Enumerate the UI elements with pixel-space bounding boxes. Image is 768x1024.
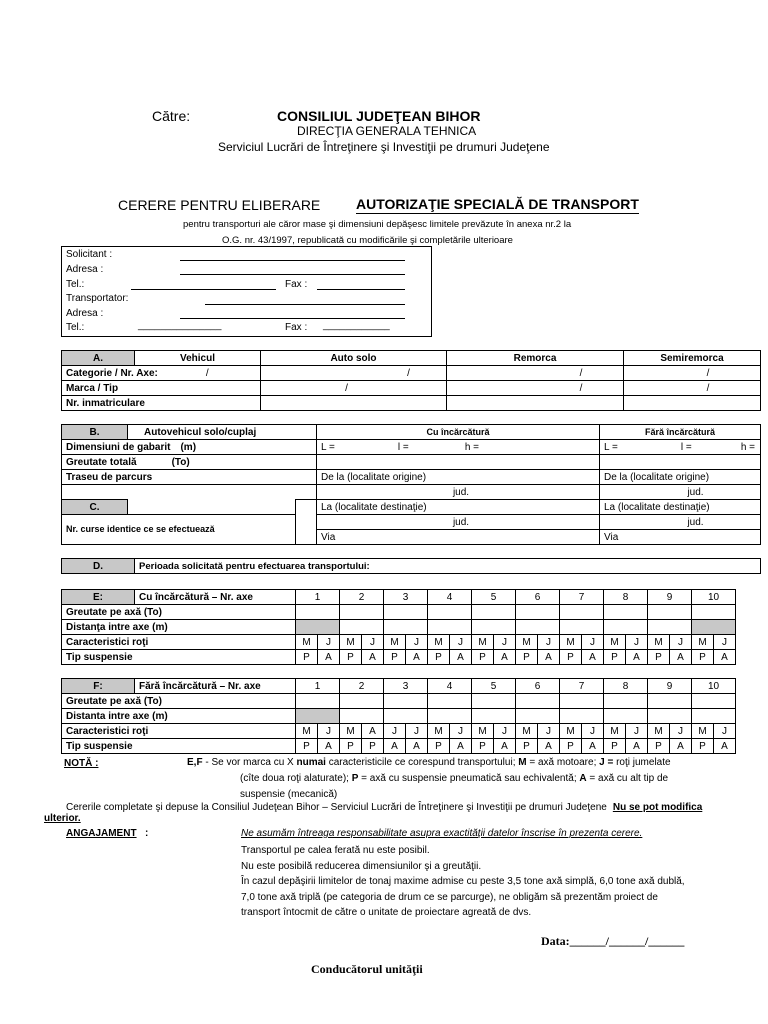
conducator-label: Conducătorul unităţii — [311, 962, 423, 976]
distanta-axe-cell[interactable] — [692, 709, 736, 724]
perioada-field[interactable]: Perioada solicitată pentru efectuarea transportului: — [135, 559, 761, 574]
nr-inmatriculare-remorca[interactable] — [447, 396, 624, 411]
transportator-tel-field[interactable]: _______________ — [138, 320, 222, 331]
nota-numai: numai — [296, 757, 326, 768]
section-e-title: Cu încărcătură – Nr. axe — [135, 590, 296, 605]
angajament-line-1: Ne asumăm întreaga responsabilitate asupra exactităţii datelor înscrise în prezenta cerere. — [241, 828, 643, 839]
angajament-line-6: transport întocmit de către o unitate de proiectare agreată de dvs. — [241, 907, 532, 918]
la-cu[interactable]: La (localitate destinaţie) — [317, 500, 600, 515]
roti-option-cell[interactable]: J — [384, 724, 406, 739]
angajament-colon: : — [145, 828, 149, 839]
roti-option-cell[interactable]: J — [538, 635, 560, 650]
section-b-letter: B. — [62, 425, 128, 440]
categorie-label: Categorie / Nr. Axe: — [66, 367, 158, 379]
distanta-axe-cell-disabled — [692, 620, 736, 635]
categorie-auto[interactable] — [261, 366, 447, 381]
suspensie-option-cell[interactable]: A — [714, 739, 736, 754]
distanta-axe-cell[interactable] — [384, 709, 428, 724]
axle-number: 3 — [384, 590, 428, 605]
solicitant-field[interactable] — [180, 260, 405, 261]
cereri-text-body: Cererile completate şi depuse la Consiliul Judeţean Bihor – Serviciul Lucrări de Întreţinere şi Investiţii pe drumuri Judeţene — [66, 802, 607, 813]
greutate-unit: (To) — [171, 456, 190, 468]
greutate-axa-cell[interactable] — [648, 694, 692, 709]
nota-text: (cîte doua roţi alaturate); — [240, 773, 352, 784]
distanta-axe-label: Distanţa intre axe (m) — [62, 620, 296, 635]
nota-text: - Se vor marca cu X — [202, 757, 297, 768]
suspensie-option-cell[interactable]: A — [494, 650, 516, 665]
slash: / — [407, 367, 410, 379]
caracteristici-roti-label: Caracteristici roţi — [62, 724, 296, 739]
suspensie-option-cell[interactable]: A — [670, 739, 692, 754]
suspensie-option-cell[interactable]: P — [604, 739, 626, 754]
greutate-axa-cell[interactable] — [472, 605, 516, 620]
nota-A: A — [579, 773, 587, 784]
title-subtitle-1: pentru transporturi ale căror mase şi dimensiuni depăşesc limitele prevăzute în anexa nr.2 la — [183, 219, 572, 230]
distanta-axe-cell[interactable] — [604, 709, 648, 724]
adresa-field[interactable] — [180, 274, 405, 275]
section-d-table — [61, 558, 761, 574]
nota-text: = axă motoare; — [526, 757, 600, 768]
categorie-semiremorca[interactable] — [624, 366, 761, 381]
title-subtitle-2: O.G. nr. 43/1997, republicată cu modificările şi completările ulterioare — [222, 235, 513, 246]
suspensie-option-cell[interactable]: A — [406, 739, 428, 754]
roti-option-cell[interactable]: M — [472, 724, 494, 739]
cereri-text — [66, 802, 702, 813]
transportator-adresa-field[interactable] — [180, 318, 405, 319]
suspensie-option-cell[interactable]: A — [362, 650, 384, 665]
greutate-label: Greutate totală — [66, 456, 137, 468]
greutate-axa-cell[interactable] — [560, 605, 604, 620]
distanta-axe-cell[interactable] — [604, 620, 648, 635]
axle-number: 8 — [604, 590, 648, 605]
marca-semiremorca[interactable] — [624, 381, 761, 396]
nota-text: caracteristicile ce corespund transportului; — [325, 757, 519, 768]
header-auto-solo: Auto solo — [261, 351, 447, 366]
roti-option-cell[interactable]: M — [560, 635, 582, 650]
via-cu[interactable]: Via — [317, 530, 600, 545]
suspensie-option-cell[interactable]: A — [714, 650, 736, 665]
axle-number: 1 — [296, 679, 340, 694]
suspensie-option-cell[interactable]: P — [362, 739, 384, 754]
suspensie-option-cell[interactable]: A — [538, 650, 560, 665]
curse-field[interactable] — [296, 500, 317, 545]
organization-name: CONSILIUL JUDEŢEAN BIHOR — [277, 108, 481, 124]
header-remorca: Remorca — [447, 351, 624, 366]
roti-option-cell[interactable]: M — [428, 724, 450, 739]
roti-option-cell[interactable]: M — [692, 724, 714, 739]
transportator-adresa-label: Adresa : — [66, 308, 104, 319]
h-label: h = — [464, 441, 479, 453]
slash: / — [579, 382, 583, 394]
roti-option-cell[interactable]: M — [648, 635, 670, 650]
fax-field[interactable] — [317, 289, 405, 290]
nr-inmatriculare-semiremorca[interactable] — [624, 396, 761, 411]
angajament-line-2: Transportul pe calea ferată nu este posibil. — [241, 845, 430, 856]
via-fara[interactable]: Via — [600, 530, 761, 545]
greutate-axa-cell[interactable] — [648, 605, 692, 620]
suspensie-option-cell[interactable]: A — [538, 739, 560, 754]
dimensiuni-unit: (m) — [180, 441, 197, 453]
axle-number: 9 — [648, 590, 692, 605]
roti-option-cell[interactable]: J — [406, 724, 428, 739]
roti-option-cell[interactable]: J — [626, 635, 648, 650]
suspensie-option-cell[interactable]: A — [406, 650, 428, 665]
roti-option-cell[interactable]: J — [406, 635, 428, 650]
L-label: L = — [321, 441, 335, 453]
suspensie-option-cell[interactable]: A — [318, 650, 340, 665]
greutate-axa-cell[interactable] — [296, 694, 340, 709]
suspensie-option-cell[interactable]: A — [626, 739, 648, 754]
nota-text: roţi jumelate — [613, 757, 671, 768]
suspensie-option-cell[interactable]: A — [626, 650, 648, 665]
suspensie-option-cell[interactable]: P — [340, 739, 362, 754]
suspensie-option-cell[interactable]: P — [516, 650, 538, 665]
roti-option-cell[interactable]: J — [318, 724, 340, 739]
nr-inmatriculare-auto[interactable] — [261, 396, 447, 411]
dimensiuni-cu[interactable] — [317, 440, 600, 455]
roti-option-cell[interactable]: M — [560, 724, 582, 739]
greutate-axa-cell[interactable] — [296, 605, 340, 620]
spacer — [128, 500, 296, 515]
roti-option-cell[interactable]: M — [428, 635, 450, 650]
distanta-axe-cell[interactable] — [428, 709, 472, 724]
ulterior-text: ulterior. — [44, 813, 81, 824]
nota-label: NOTĂ : — [64, 758, 99, 769]
transportator-tel-label: Tel.: — [66, 322, 85, 333]
suspensie-option-cell[interactable]: P — [692, 650, 714, 665]
roti-option-cell[interactable]: M — [692, 635, 714, 650]
section-e-table — [61, 589, 736, 665]
greutate-axa-cell[interactable] — [604, 694, 648, 709]
title-left: CERERE PENTRU ELIBERARE — [118, 197, 321, 213]
categorie-remorca[interactable] — [447, 366, 624, 381]
axle-number: 7 — [560, 679, 604, 694]
section-e-letter: E: — [62, 590, 135, 605]
slash: / — [579, 367, 583, 379]
suspensie-option-cell[interactable]: A — [450, 739, 472, 754]
L-label: L = — [604, 441, 618, 453]
suspensie-option-cell[interactable]: A — [384, 739, 406, 754]
categorie-slash: / — [205, 367, 209, 379]
section-a-table — [61, 350, 761, 411]
distanta-axe-label: Distanta intre axe (m) — [62, 709, 296, 724]
roti-option-cell[interactable]: J — [582, 635, 604, 650]
l-label: l = — [680, 441, 692, 453]
distanta-axe-cell[interactable] — [428, 620, 472, 635]
slash: / — [706, 382, 710, 394]
greutate-axa-label: Greutate pe axă (To) — [62, 605, 296, 620]
nr-curse-label: Nr. curse identice ce se efectuează — [62, 515, 296, 545]
roti-option-cell[interactable]: J — [670, 635, 692, 650]
transportator-fax-label: Fax : — [285, 322, 308, 333]
suspensie-option-cell[interactable]: P — [472, 650, 494, 665]
distanta-axe-cell[interactable] — [472, 620, 516, 635]
suspensie-option-cell[interactable]: P — [296, 739, 318, 754]
jud-destinatie-fara[interactable]: jud. — [600, 515, 761, 530]
roti-option-cell[interactable]: J — [714, 724, 736, 739]
cereri-bold: Nu se pot modifica — [612, 802, 703, 813]
roti-option-cell[interactable]: M — [472, 635, 494, 650]
header-autovehicul: Autovehicul solo/cuplaj — [128, 425, 317, 440]
roti-option-cell[interactable]: J — [318, 635, 340, 650]
roti-option-cell[interactable]: J — [626, 724, 648, 739]
greutate-axa-cell[interactable] — [516, 605, 560, 620]
greutate-axa-cell[interactable] — [340, 694, 384, 709]
suspensie-option-cell[interactable]: A — [494, 739, 516, 754]
greutate-axa-label: Greutate pe axă (To) — [62, 694, 296, 709]
roti-option-cell[interactable]: J — [538, 724, 560, 739]
directorate-name: DIRECŢIA GENERALA TEHNICA — [297, 124, 477, 138]
jud-origine-fara[interactable]: jud. — [600, 485, 761, 500]
roti-option-cell[interactable]: J — [362, 635, 384, 650]
axle-number: 10 — [692, 679, 736, 694]
distanta-axe-cell[interactable] — [384, 620, 428, 635]
roti-option-cell[interactable]: A — [362, 724, 384, 739]
section-a-letter: A. — [62, 351, 135, 366]
suspensie-option-cell[interactable]: A — [450, 650, 472, 665]
roti-option-cell[interactable]: M — [604, 724, 626, 739]
axle-number: 2 — [340, 679, 384, 694]
greutate-axa-cell[interactable] — [428, 605, 472, 620]
distanta-axe-cell[interactable] — [648, 709, 692, 724]
distanta-axe-cell-disabled — [296, 709, 340, 724]
nota-ef: E,F — [187, 757, 203, 768]
greutate-axa-cell[interactable] — [340, 605, 384, 620]
roti-option-cell[interactable]: M — [340, 635, 362, 650]
roti-option-cell[interactable]: M — [296, 724, 318, 739]
suspensie-option-cell[interactable]: A — [318, 739, 340, 754]
suspensie-option-cell[interactable]: P — [560, 739, 582, 754]
section-f-title: Fără încărcătură – Nr. axe — [135, 679, 296, 694]
nota-J: J = — [599, 757, 614, 768]
nota-text: = axă cu alt tip de — [586, 773, 669, 784]
greutate-cu[interactable] — [317, 455, 600, 470]
greutate-axa-cell[interactable] — [692, 694, 736, 709]
title-main: AUTORIZAŢIE SPECIALĂ DE TRANSPORT — [356, 196, 639, 212]
distanta-axe-cell[interactable] — [516, 620, 560, 635]
angajament-line-5: 7,0 tone axă triplă (pe categoria de drum ce se parcurge), ne obligăm să prezentăm proiect de — [241, 892, 658, 903]
distanta-axe-cell[interactable] — [516, 709, 560, 724]
roti-option-cell[interactable]: J — [450, 635, 472, 650]
distanta-axe-cell[interactable] — [560, 620, 604, 635]
slash: / — [345, 382, 348, 394]
roti-option-cell[interactable]: J — [582, 724, 604, 739]
suspensie-option-cell[interactable]: P — [516, 739, 538, 754]
distanta-axe-cell-disabled — [296, 620, 340, 635]
header-fara-incarcatura: Fără încărcătură — [600, 425, 761, 440]
data-field[interactable]: Data:______/______/______ — [541, 934, 685, 948]
roti-option-cell[interactable]: M — [648, 724, 670, 739]
suspensie-option-cell[interactable]: P — [428, 739, 450, 754]
axle-number: 6 — [516, 679, 560, 694]
marca-auto[interactable] — [261, 381, 447, 396]
dimensiuni-fara[interactable] — [600, 440, 761, 455]
roti-option-cell[interactable]: J — [494, 635, 516, 650]
axle-number: 4 — [428, 679, 472, 694]
axle-number: 1 — [296, 590, 340, 605]
roti-option-cell[interactable]: J — [450, 724, 472, 739]
axle-number: 4 — [428, 590, 472, 605]
distanta-axe-cell[interactable] — [648, 620, 692, 635]
nota-M: M — [518, 757, 527, 768]
suspensie-option-cell[interactable]: P — [604, 650, 626, 665]
suspensie-option-cell[interactable]: P — [560, 650, 582, 665]
de-la-fara[interactable]: De la (localitate origine) — [600, 470, 761, 485]
suspensie-option-cell[interactable]: P — [648, 739, 670, 754]
greutate-axa-cell[interactable] — [428, 694, 472, 709]
nota-line-1 — [187, 757, 671, 768]
greutate-row — [62, 455, 317, 470]
tip-suspensie-label: Tip suspensie — [62, 739, 296, 754]
suspensie-option-cell[interactable]: P — [340, 650, 362, 665]
distanta-axe-cell[interactable] — [560, 709, 604, 724]
caracteristici-roti-label: Caracteristici roţi — [62, 635, 296, 650]
axle-number: 6 — [516, 590, 560, 605]
greutate-axa-cell[interactable] — [560, 694, 604, 709]
header-vehicul: Vehicul — [135, 351, 261, 366]
greutate-axa-cell[interactable] — [472, 694, 516, 709]
greutate-fara[interactable] — [600, 455, 761, 470]
suspensie-option-cell[interactable]: P — [296, 650, 318, 665]
section-c-letter: C. — [62, 500, 128, 515]
transportator-label: Transportator: — [66, 293, 129, 304]
section-b-table — [61, 424, 761, 545]
distanta-axe-cell[interactable] — [340, 620, 384, 635]
section-f-letter: F: — [62, 679, 135, 694]
axle-number: 8 — [604, 679, 648, 694]
greutate-axa-cell[interactable] — [516, 694, 560, 709]
dimensiuni-label: Dimensiuni de gabarit — [66, 441, 171, 453]
nr-inmatriculare-label: Nr. inmatriculare — [62, 396, 261, 411]
categorie-row — [62, 366, 261, 381]
header-semiremorca: Semiremorca — [624, 351, 761, 366]
h-label: h = — [740, 441, 755, 453]
nota-line-2 — [240, 773, 668, 784]
roti-option-cell[interactable]: M — [516, 635, 538, 650]
de-la-cu[interactable]: De la (localitate origine) — [317, 470, 600, 485]
roti-option-cell[interactable]: M — [340, 724, 362, 739]
section-d-letter: D. — [62, 559, 135, 574]
traseu-label: Traseu de parcurs — [62, 470, 317, 485]
roti-option-cell[interactable]: J — [670, 724, 692, 739]
suspensie-option-cell[interactable]: P — [648, 650, 670, 665]
suspensie-option-cell[interactable]: A — [670, 650, 692, 665]
suspensie-option-cell[interactable]: P — [692, 739, 714, 754]
jud-origine-cu[interactable]: jud. — [317, 485, 600, 500]
greutate-axa-cell[interactable] — [384, 605, 428, 620]
fax-label: Fax : — [285, 279, 308, 290]
distanta-axe-cell[interactable] — [340, 709, 384, 724]
jud-destinatie-cu[interactable]: jud. — [317, 515, 600, 530]
nota-line-3: suspensie (mecanică) — [240, 789, 338, 800]
suspensie-option-cell[interactable]: A — [582, 739, 604, 754]
tip-suspensie-label: Tip suspensie — [62, 650, 296, 665]
tel-label: Tel.: — [66, 279, 85, 290]
distanta-axe-cell[interactable] — [472, 709, 516, 724]
roti-option-cell[interactable]: M — [604, 635, 626, 650]
nota-P: P — [351, 773, 359, 784]
suspensie-option-cell[interactable]: P — [472, 739, 494, 754]
nota-text: = axă cu suspensie pneumatică sau echivalentă; — [358, 773, 580, 784]
greutate-axa-cell[interactable] — [384, 694, 428, 709]
section-f-table — [61, 678, 736, 754]
service-name: Serviciul Lucrări de Întreţinere şi Investiţii pe drumuri Judeţene — [218, 140, 550, 154]
angajament-line-4: În cazul depăşirii limitelor de tonaj maxime admise cu peste 3,5 tone axă simplă, 6,0 tone axă dublă, — [241, 876, 685, 887]
header-cu-incarcatura: Cu încărcătură — [317, 425, 600, 440]
la-fara[interactable]: La (localitate destinaţie) — [600, 500, 761, 515]
roti-option-cell[interactable]: M — [384, 635, 406, 650]
angajament-label: ANGAJAMENT — [66, 828, 137, 839]
recipient-label: Către: — [152, 108, 191, 124]
tel-field[interactable] — [131, 289, 276, 290]
suspensie-option-cell[interactable]: P — [384, 650, 406, 665]
axle-number: 9 — [648, 679, 692, 694]
angajament-line-3: Nu este posibilă reducerea dimensiunilor şi a greutăţii. — [241, 861, 482, 872]
slash: / — [706, 367, 710, 379]
solicitant-label: Solicitant : — [66, 249, 113, 260]
transportator-field[interactable] — [205, 304, 405, 305]
axle-number: 10 — [692, 590, 736, 605]
axle-number: 3 — [384, 679, 428, 694]
transportator-fax-field[interactable]: ____________ — [323, 320, 390, 331]
marca-remorca[interactable] — [447, 381, 624, 396]
suspensie-option-cell[interactable]: A — [582, 650, 604, 665]
roti-option-cell[interactable]: J — [714, 635, 736, 650]
l-label: l = — [397, 441, 409, 453]
axle-number: 5 — [472, 679, 516, 694]
greutate-axa-cell[interactable] — [604, 605, 648, 620]
greutate-axa-cell[interactable] — [692, 605, 736, 620]
dimensiuni-row — [62, 440, 317, 455]
traseu-spacer — [62, 485, 317, 500]
axle-number: 5 — [472, 590, 516, 605]
axle-number: 2 — [340, 590, 384, 605]
roti-option-cell[interactable]: M — [516, 724, 538, 739]
marca-label: Marca / Tip — [62, 381, 261, 396]
roti-option-cell[interactable]: J — [494, 724, 516, 739]
suspensie-option-cell[interactable]: P — [428, 650, 450, 665]
adresa-label: Adresa : — [66, 264, 104, 275]
roti-option-cell[interactable]: M — [296, 635, 318, 650]
axle-number: 7 — [560, 590, 604, 605]
